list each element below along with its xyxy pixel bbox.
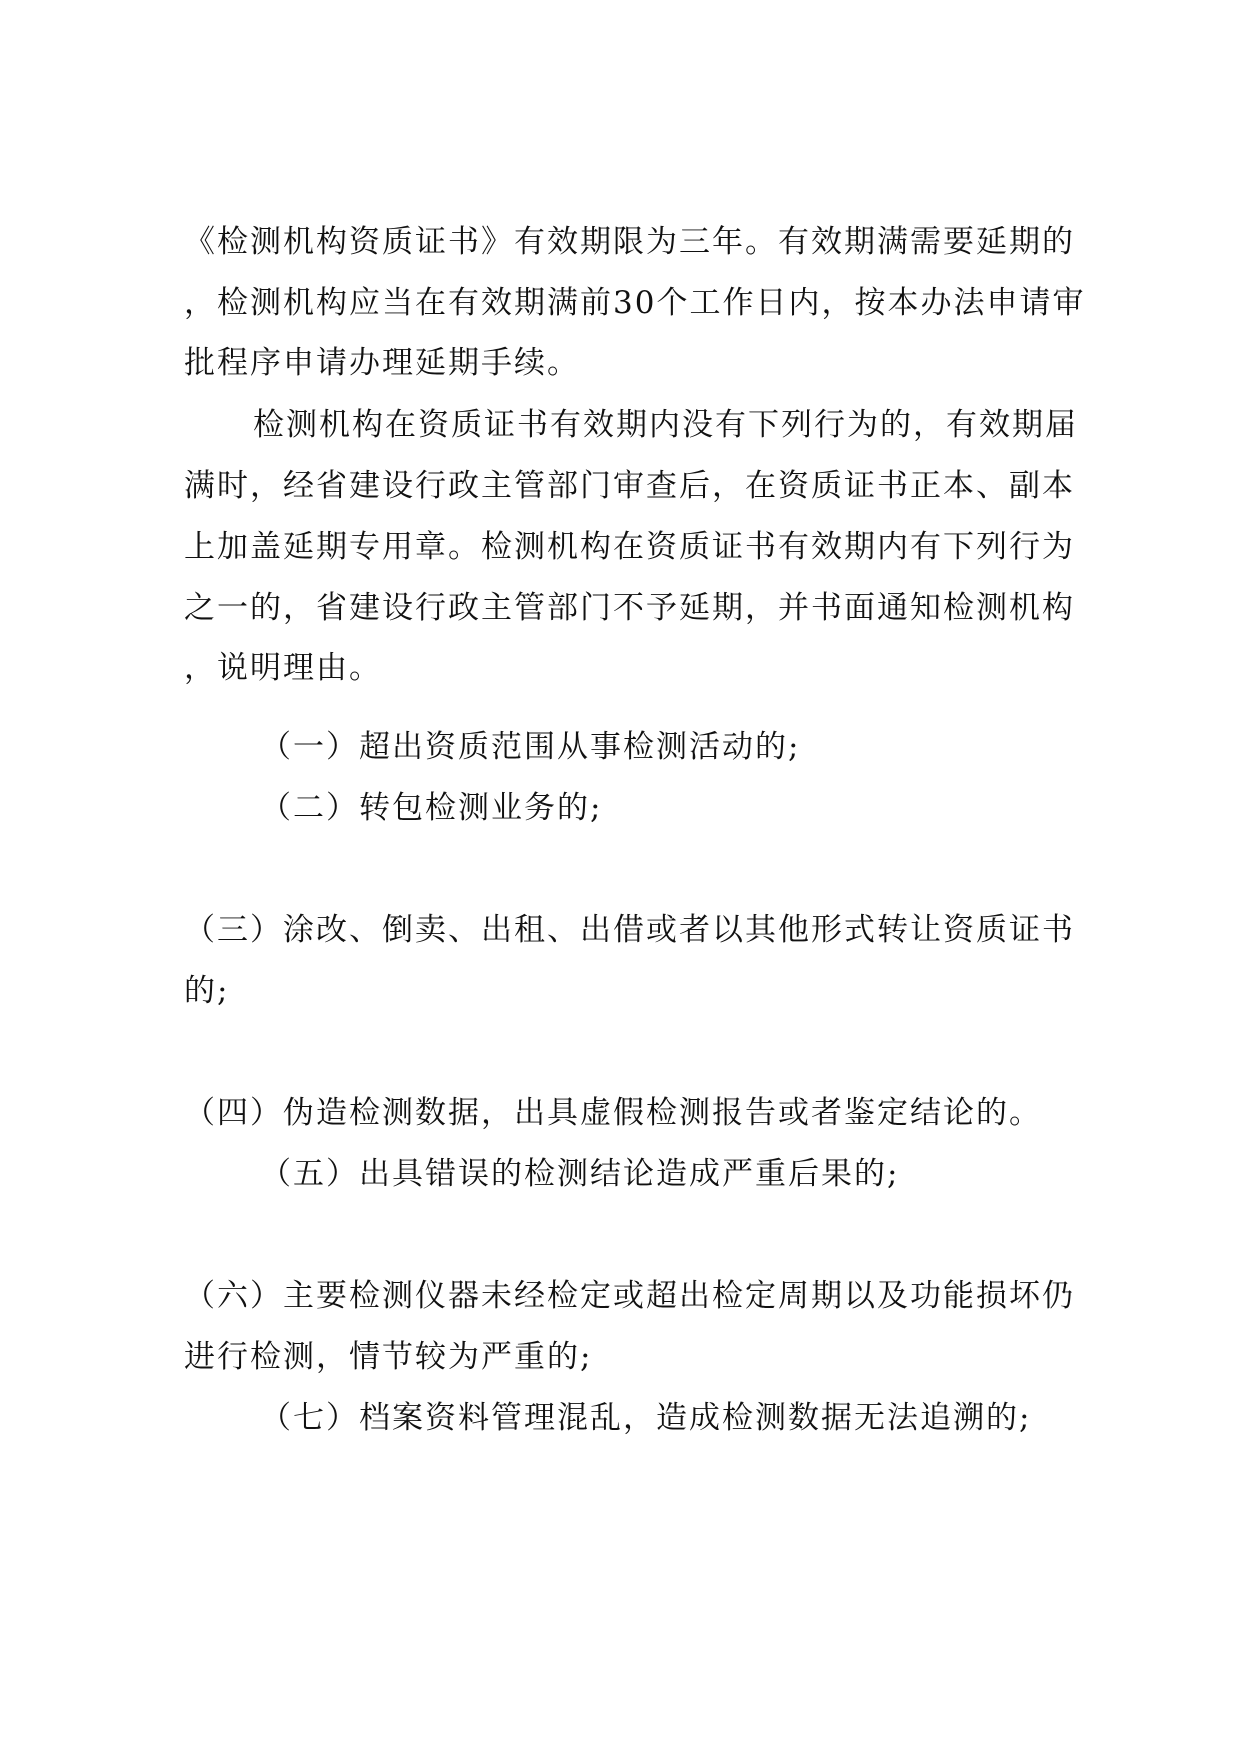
paragraph-2-line-3: 上加盖延期专用章。检测机构在资质证书有效期内有下列行为	[184, 529, 1075, 565]
list-item-3-line-2: 的;	[184, 973, 230, 1009]
list-item-5: （五）出具错误的检测结论造成严重后果的;	[260, 1156, 900, 1192]
paragraph-1-line-2: ，检测机构应当在有效期满前30个工作日内，按本办法申请审	[184, 285, 1086, 321]
paragraph-2-line-4: 之一的，省建设行政主管部门不予延期，并书面通知检测机构	[184, 590, 1075, 626]
list-item-4: （四）伪造检测数据，出具虚假检测报告或者鉴定结论的。	[184, 1095, 1042, 1131]
list-item-7: （七）档案资料管理混乱，造成检测数据无法追溯的;	[260, 1400, 1032, 1436]
list-item-2: （二）转包检测业务的;	[260, 790, 603, 826]
list-item-6-line-1: （六）主要检测仪器未经检定或超出检定周期以及功能损坏仍	[184, 1278, 1075, 1314]
paragraph-2-line-2: 满时，经省建设行政主管部门审查后，在资质证书正本、副本	[184, 468, 1075, 504]
paragraph-2-line-1: 检测机构在资质证书有效期内没有下列行为的，有效期届	[253, 407, 1078, 443]
list-item-6-line-2: 进行检测，情节较为严重的;	[184, 1339, 593, 1375]
paragraph-2-line-5: ，说明理由。	[184, 650, 382, 686]
list-item-3-line-1: （三）涂改、倒卖、出租、出借或者以其他形式转让资质证书	[184, 912, 1075, 948]
list-item-1: （一）超出资质范围从事检测活动的;	[260, 729, 801, 765]
paragraph-1-line-1: 《检测机构资质证书》有效期限为三年。有效期满需要延期的	[184, 224, 1075, 260]
paragraph-1-line-3: 批程序申请办理延期手续。	[184, 345, 580, 381]
